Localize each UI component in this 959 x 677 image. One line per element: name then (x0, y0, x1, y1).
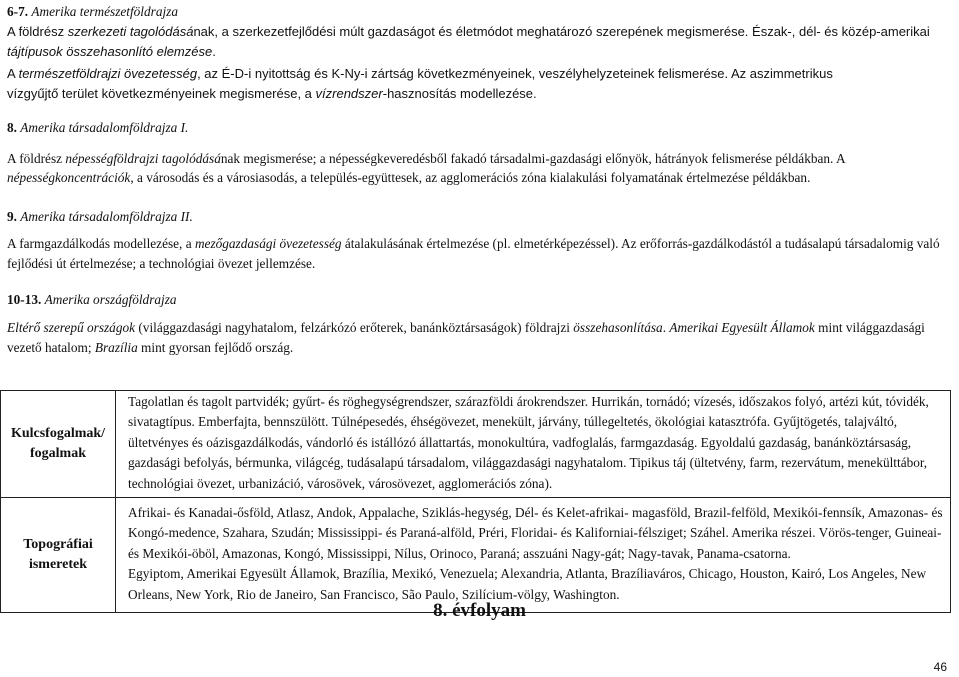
section-9-heading: 9. Amerika társadalomföldrajza II. (7, 209, 193, 224)
section-9-body: A farmgazdálkodás modellezése, a mezőgazdasági övezetesség átalakulásának értelmezése (pl. elmetérképezéssel). Az erőforrás-gazdálkodástól a tudásalapú társadalomig való fejlődési út értelmezése; a technológiai övezet jellemzése. (7, 236, 940, 271)
section-6-7-heading: 6-7. Amerika természetföldrajza (7, 4, 178, 19)
section-8-body: A földrész népességföldrajzi tagolódásának megismerése; a népességkeveredésből fakadó társadalmi-gazdasági előnyök, hátrányok felismerése példákban. A népességkoncentrációk, a városodás és a városiasodás, a település-együttesek, az agglomerációs zóna kialakulási folyamatának értelmezése példákban. (7, 151, 845, 185)
section-10-13-body: Eltérő szerepű országok (világgazdasági nagyhatalom, felzárkózó erőterek, banánköztársaságok) földrajzi összehasonlítása. Amerikai Egyesült Államok mint világgazdasági vezető hatalom; Brazília mint gyorsan fejlődő ország. (7, 320, 925, 355)
keywords-label: Kulcsfogalmak/ fogalmak (1, 391, 116, 498)
section-8 (7, 118, 953, 138)
concepts-table (0, 390, 951, 613)
table-row (1, 498, 951, 613)
section-10-13 (7, 290, 953, 310)
page-number: 46 (933, 660, 947, 674)
section-8-heading: 8. Amerika társadalomföldrajza I. (7, 120, 189, 135)
section-9 (7, 207, 953, 227)
section-6-7-para3: A természetföldrajzi övezetesség, az É-D-i nyitottság és K-Ny-i zártság következményeinek, veszélyhelyzeteinek felismerése. Az aszimmetrikus vízgyűjtő terület következményeinek megismerése, a vízrendszer-hasznosítás modellezése. (7, 66, 833, 101)
table-row (1, 391, 951, 498)
grade-footer: 8. évfolyam (433, 600, 526, 621)
keywords-content: Tagolatlan és tagolt partvidék; gyűrt- és röghegységrendszer, szárazföldi árokrendszer. Hurrikán, tornádó; vízesés, időszakos folyó, artézi kút, tóvidék, sivatagtípus. Emberfajta, bennszülött. Túlnépesedés, éhségövezet, menekült, járvány, túllegeltetés, ökológiai katasztrófa. Gyűjtögetés, talajváltó, ültetvényes és oázisgazdálkodás, vándorló és istállózó állattartás, monokultúra, vadfoglalás, farmgazdaság. Egyoldalú gazdaság, banánköztársaság, gazdasági befolyás, bérmunka, világcég, tudásalapú társadalom, világgazdasági nagyhatalom. Tipikus táj (ültetvény, farm, rezervátum, menekülttábor, technológiai övezet, urbanizáció, városövek, városövezet, agglomerációs zóna). (116, 391, 951, 498)
section-10-13-heading: 10-13. Amerika országföldrajza (7, 292, 177, 307)
section-6-7-para1: A földrész szerkezeti tagolódásának, a szerkezetfejlődési múlt gazdaságot és életmódot meghatározó szerepének megismerése. Észak-, dél- és közép-amerikai tájtípusok összehasonlító elemzése. (7, 24, 930, 59)
section-6-7 (7, 2, 953, 62)
topography-label: Topográfiai ismeretek (1, 498, 116, 613)
topography-content: Afrikai- és Kanadai-ősföld, Atlasz, Andok, Appalache, Sziklás-hegység, Dél- és Kelet-afrikai- magasföld, Brazil-felföld, Mexikói-fennsík, Amazonas- és Kongó-medence, Szahara, Szudán; Mississippi- és Paraná-alföld, Préri, Floridai- és Kaliforniai-félsziget; Száhel. Amerika részei. Vörös-tenger, Guineai- és Mexikói-öböl, Amazonas, Kongó, Mississippi, Nílus, Orinoco, Paraná; asszuáni Nagy-gát; Nagy-tavak, Panama-csatorna. Egyiptom, Amerikai Egyesült Államok, Brazília, Mexikó, Venezuela; Alexandria, Atlanta, Brazíliaváros, Chicago, Houston, Kairó, Los Angeles, New Orleans, New York, Rio de Janeiro, San Francisco, São Paulo, Szilícium-völgy, Washington. (116, 498, 951, 613)
